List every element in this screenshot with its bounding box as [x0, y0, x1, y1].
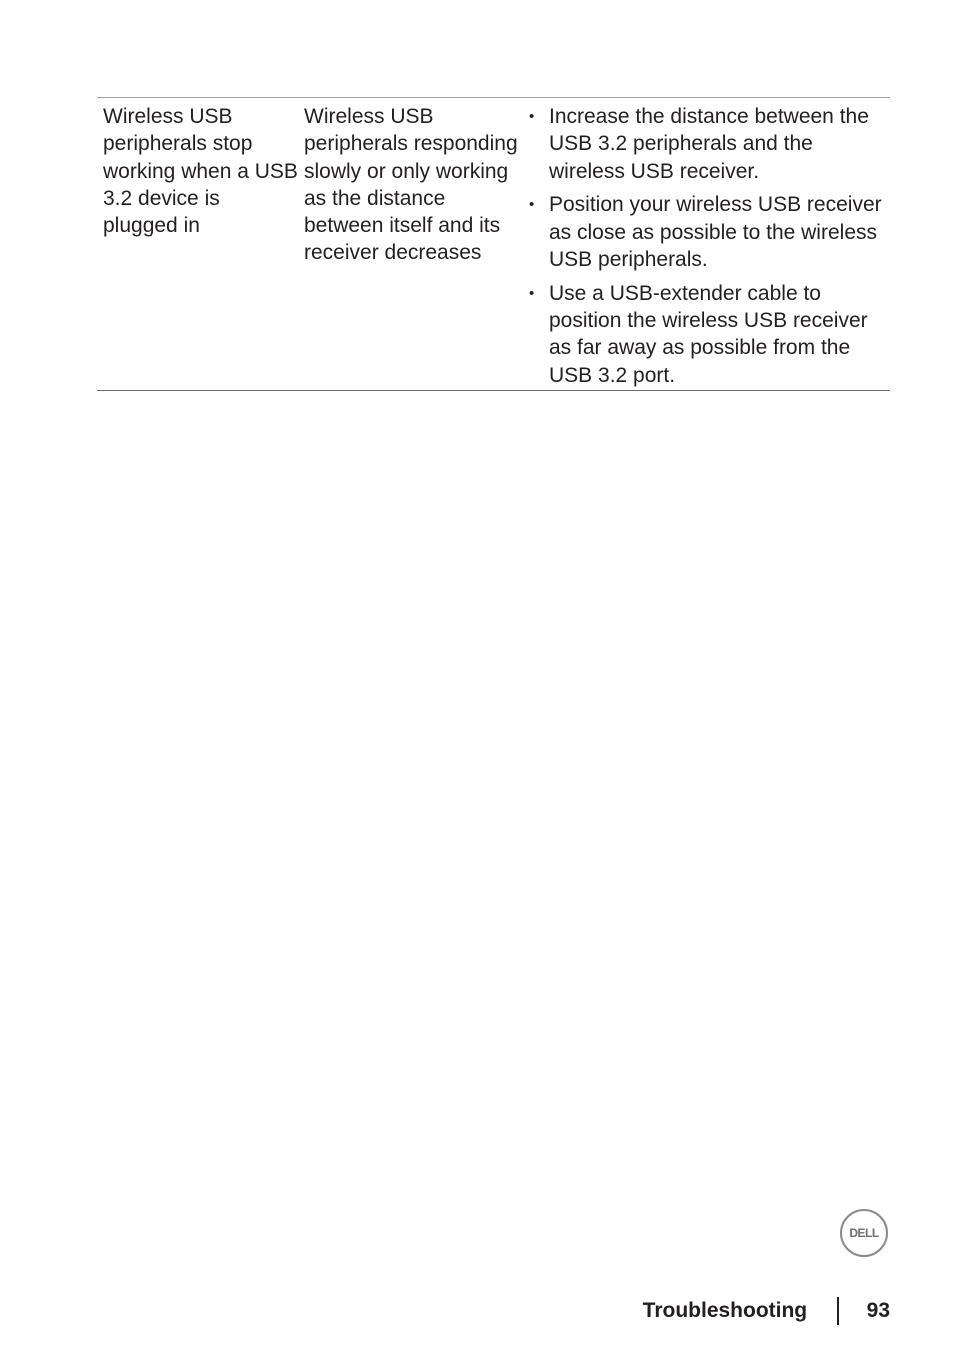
solution-text: Use a USB-extender cable to position the wireless USB receiver as far away as possible from the USB 3.2 port. — [549, 281, 868, 387]
list-item — [529, 103, 890, 185]
footer-divider — [837, 1297, 839, 1325]
logo-text: DELL — [849, 1226, 879, 1240]
bullet-icon: • — [529, 196, 535, 214]
list-item — [529, 280, 890, 389]
page-footer — [643, 1297, 890, 1325]
bullet-icon: • — [529, 284, 535, 302]
what-you-experience-cell: Wireless USB peripherals responding slowly or only working as the distance between itself and its receiver decreases — [304, 105, 518, 265]
dell-logo-icon — [840, 1209, 888, 1257]
possible-solutions-cell — [524, 103, 890, 389]
list-item — [529, 191, 890, 273]
bullet-icon: • — [529, 108, 535, 125]
solutions-list — [529, 103, 890, 389]
solution-text: Increase the distance between the USB 3.2 peripherals and the wireless USB receiver. — [549, 105, 869, 183]
common-symptom-cell: Wireless USB peripherals stop working when a USB 3.2 device is plugged in — [103, 105, 298, 238]
solution-text: Position your wireless USB receiver as close as possible to the wireless USB peripherals. — [549, 193, 882, 271]
table-row — [97, 98, 890, 390]
troubleshooting-table — [97, 97, 890, 391]
footer-section-title: Troubleshooting — [642, 1299, 808, 1322]
page-number: 93 — [866, 1299, 890, 1322]
